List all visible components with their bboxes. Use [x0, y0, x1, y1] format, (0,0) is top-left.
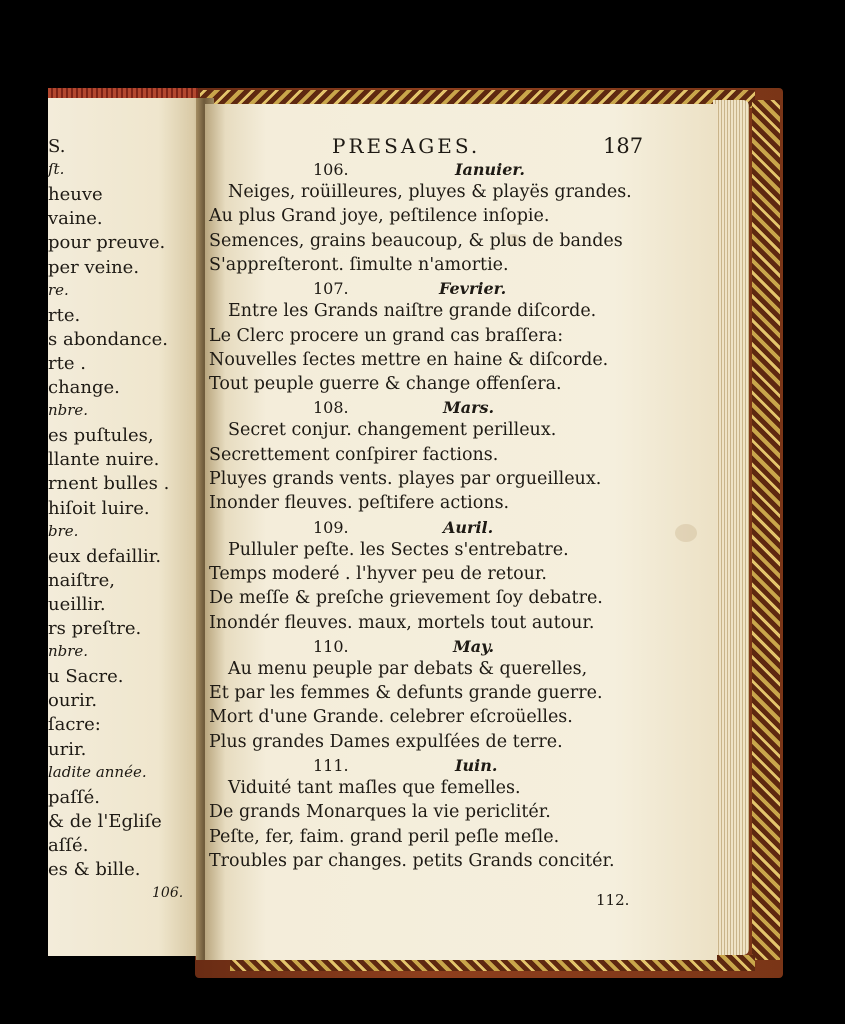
left-page-line: ladite année. [48, 762, 147, 781]
verse-line: Et par les femmes & defunts grande guerre. [209, 683, 603, 704]
left-page-line: es puſtules, [48, 425, 154, 447]
verse-line: Semences, grains beaucoup, & plus de bandes [209, 230, 623, 251]
verse-line: De meſſe & preſche grievement ſoy debatre. [209, 588, 603, 609]
left-page-line: rnent bulles . [48, 473, 170, 495]
verse-line: Entre les Grands naiſtre grande diſcorde. [228, 301, 597, 322]
verse-line: Inonder fleuves. peſtifere actions. [209, 493, 510, 514]
left-page-line: urir. [48, 738, 87, 760]
catchword: 112. [596, 891, 630, 909]
stanza-month: Fevrier. [439, 279, 507, 299]
left-page-line: change. [48, 377, 120, 398]
left-page-line: es & bille. [48, 859, 141, 880]
verse-line: Pluyes grands vents. playes par orgueilleux. [209, 469, 602, 489]
stanza-month: Auril. [443, 517, 494, 537]
right-page [205, 104, 717, 960]
verse-line: De grands Monarques la vie periclitér. [209, 802, 551, 823]
verse-line: Nouvelles ſectes mettre en haine & diſcorde. [209, 349, 609, 370]
stanza-number: 111. [313, 756, 349, 775]
stanza-number: 109. [313, 517, 349, 537]
page-number: 187 [603, 134, 644, 158]
left-page-line: per veine. [48, 256, 140, 278]
left-page-line: naiſtre, [48, 569, 115, 591]
left-page-line: ſt. [48, 160, 65, 179]
verse-line: Secrettement conſpirer factions. [209, 444, 499, 465]
stanza-heading [205, 518, 717, 538]
stanza-heading [205, 637, 717, 657]
verse-line: Viduité tant maſles que femelles. [228, 778, 521, 798]
stanza-month: May. [453, 636, 495, 656]
left-page-line: heuve [48, 184, 103, 206]
verse-line: Troubles par changes. petits Grands concitér. [209, 850, 615, 871]
verse-line: Plus grandes Dames expulſées de terre. [209, 731, 563, 752]
stanza-heading [205, 756, 717, 776]
verse-line: Le Clerc procere un grand cas braſſera: [209, 325, 564, 346]
running-header: PRESAGES. [332, 134, 481, 158]
left-page-line: rte . [48, 352, 86, 374]
verse-line: Mort d'une Grande. celebrer eſcroüelles. [209, 707, 573, 728]
left-page-line: u Sacre. [48, 666, 124, 688]
stanza-month: Mars. [443, 398, 495, 418]
stanza-month: Ianuier. [455, 160, 525, 179]
left-page-line: ueillir. [48, 593, 106, 615]
verse-line: S'appreſteront. ſimulte n'amortie. [209, 254, 509, 275]
left-page [48, 98, 206, 956]
page-block-edges [713, 100, 749, 955]
left-page-line: rs preſtre. [48, 618, 142, 639]
left-page-line: hiſoit luire. [48, 497, 150, 519]
verse-line: Pulluler peſte. les Sectes s'entrebatre. [228, 539, 569, 560]
stanza-heading [205, 398, 717, 418]
left-page-line: ſacre: [48, 714, 101, 736]
stanza-number: 107. [313, 279, 349, 299]
stanza-number: 108. [313, 398, 349, 418]
stanza-number: 106. [313, 160, 349, 179]
left-page-line: bre. [48, 521, 79, 540]
left-page-line: s abondance. [48, 328, 168, 350]
verse-line: Peſte, fer, faim. grand peril peſle meſle. [209, 826, 560, 847]
left-page-line: nbre. [48, 401, 89, 420]
left-page-line: vaine. [48, 208, 103, 230]
stanza-number: 110. [313, 636, 349, 656]
gilt-fore-edge [752, 100, 780, 960]
left-page-line: llante nuire. [48, 449, 160, 471]
left-page-line: aſſé. [48, 834, 89, 856]
left-page-line: & de l'Egliſe [48, 810, 162, 832]
verse-line: Inondér fleuves. maux, mortels tout autour. [209, 612, 595, 633]
verse-line: Au plus Grand joye, peſtilence inſopie. [209, 206, 550, 227]
left-page-line: rte. [48, 304, 81, 326]
left-page-line: ourir. [48, 690, 98, 712]
left-page-line: re. [48, 280, 69, 299]
left-page-line: paſſé. [48, 786, 100, 808]
stanza-month: Iuin. [455, 756, 498, 775]
verse-line: Neiges, roüilleures, pluyes & playës grandes. [228, 182, 632, 202]
left-page-line: nbre. [48, 642, 89, 661]
left-page-signature: 106. [152, 885, 184, 901]
verse-line: Secret conjur. changement perilleux. [228, 420, 557, 441]
verse-line: Tout peuple guerre & change offenſera. [209, 374, 562, 395]
left-page-line: pour preuve. [48, 232, 166, 254]
stanza-heading [205, 279, 717, 299]
verse-line: Temps moderé . l'hyver peu de retour. [209, 563, 547, 584]
left-page-line: eux defaillir. [48, 545, 162, 567]
left-page-line: S. [48, 136, 66, 157]
verse-line: Au menu peuple par debats & querelles, [228, 658, 588, 679]
stanza-heading [205, 160, 717, 180]
